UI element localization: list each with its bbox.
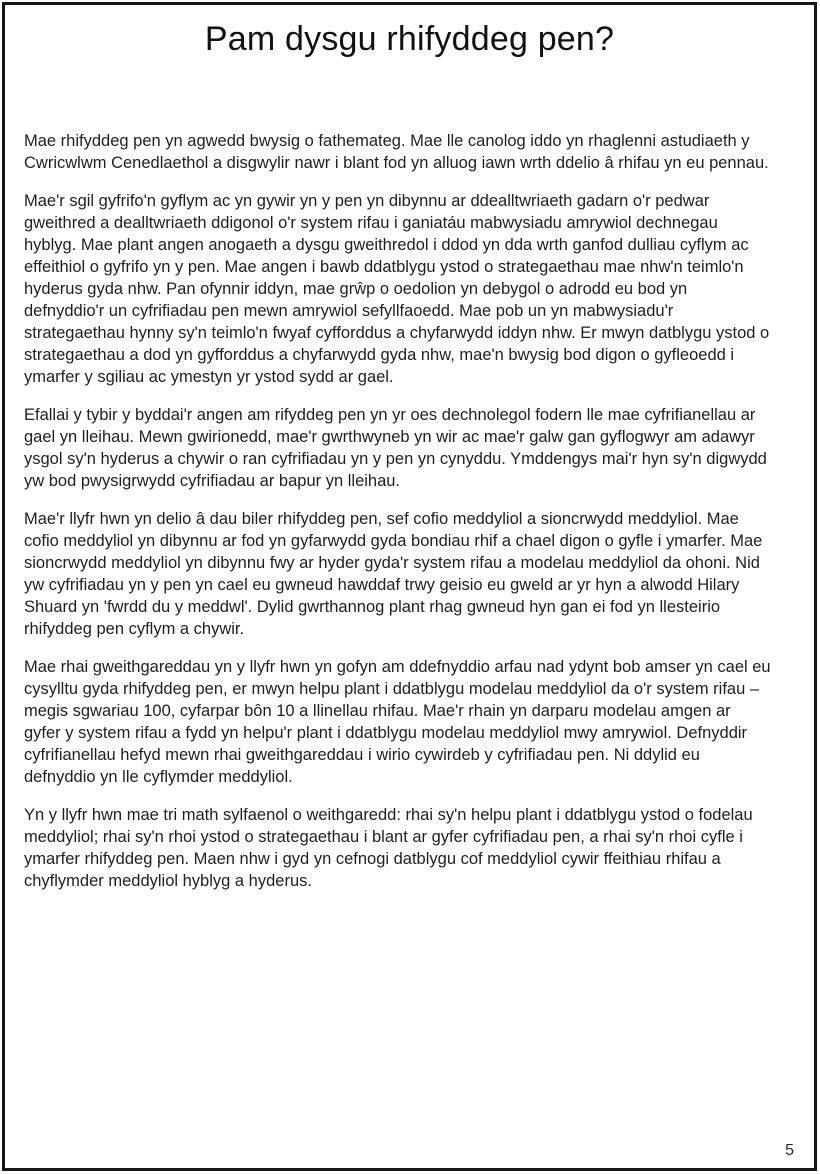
- paragraph-two-pillars: Mae'r llyfr hwn yn delio â dau biler rhifyddeg pen, sef cofio meddyliol a sioncrwydd meddyliol. Mae cofio meddyliol yn dibynnu ar fod yn gyfarwydd gyda bondiau rhif a chael digon o gyfle i ymarfer. Mae sioncrwydd meddyliol yn dibynnu fwy ar hyder gyda'r system rifau a modelau meddyliol da ohoni. Nid yw cyfrifiadau yn y pen yn cael eu gwneud hawddaf trwy geisio eu gweld ar yr hyn a alwodd Hilary Shuard yn 'fwrdd du y meddwl'. Dylid gwrthannog plant rhag gwneud hyn gan ei fod yn llesteirio rhifyddeg pen cyflym a chywir.: [24, 510, 763, 638]
- paragraph-intro: Mae rhifyddeg pen yn agwedd bwysig o fathemateg. Mae lle canolog iddo yn rhaglenni astudiaeth y Cwricwlwm Cenedlaethol a disgwylir nawr i blant fod yn alluog iawn wrth ddelio â rhifau yn eu pennau.: [24, 132, 769, 172]
- page-number: 5: [785, 1142, 794, 1159]
- body-text: [24, 130, 771, 892]
- document-page: [2, 2, 817, 1171]
- paragraph-calculators-demand: Efallai y tybir y byddai'r angen am rifyddeg pen yn yr oes dechnolegol fodern lle mae cyfrifianellau ar gael yn lleihau. Mewn gwirionedd, mae'r gwrthwyneb yn wir ac mae'r galw gan gyflogwyr am adawyr ysgol sy'n hyderus a chywir o ran cyfrifiadau yn y pen yn cynyddu. Ymddengys mai'r hyn sy'n digwydd yw bod pwysigrwydd cyfrifiadau ar bapur yn lleihau.: [24, 406, 767, 490]
- page-title: Pam dysgu rhifyddeg pen?: [204, 20, 615, 58]
- paragraph-tools-models: Mae rhai gweithgareddau yn y llyfr hwn yn gofyn am ddefnyddio arfau nad ydynt bob amser yn cael eu cysylltu gyda rhifyddeg pen, er mwyn helpu plant i ddatblygu modelau meddyliol da o'r system rifau – megis sgwariau 100, cyfarpar bôn 10 a llinellau rhifau. Mae'r rhain yn darparu modelau amgen ar gyfer y system rifau a fydd yn helpu'r plant i ddatblygu modelau meddyliol mwy amrywiol. Defnyddir cyfrifianellau hefyd mewn rhai gweithgareddau i wirio cywirdeb y cyfrifiadau pen. Ni ddylid eu defnyddio yn lle cyflymder meddyliol.: [24, 658, 771, 786]
- paragraph-skills-strategies: Mae'r sgil gyfrifo'n gyflym ac yn gywir yn y pen yn dibynnu ar ddealltwriaeth gadarn o'r pedwar gweithred a dealltwriaeth ddigonol o'r system rifau i ganiatáu mabwysiadu amrywiol dechnegau hyblyg. Mae plant angen anogaeth a dysgu gweithredol i ddod yn dda wrth ganfod dulliau cyflym ac effeithiol o gyfrifo yn y pen. Mae angen i bawb ddatblygu ystod o strategaethau mae nhw'n teimlo'n hyderus gyda nhw. Pan ofynnir iddyn, mae grŵp o oedolion yn debygol o adrodd eu bod yn defnyddio'r un cyfrifiadau pen mewn amrywiol sefyllfaoedd. Mae pob un yn mabwysiadu'r strategaethau hynny sy'n teimlo'n fwyaf cyfforddus a chyfarwydd iddyn nhw. Er mwyn datblygu ystod o strategaethau a dod yn gyfforddus a chyfarwydd gyda nhw, mae'n bwysig bod digon o gyfleoedd i ymarfer y sgiliau ac ymestyn yr ystod sydd ar gael.: [24, 192, 770, 386]
- paragraph-activity-types: Yn y llyfr hwn mae tri math sylfaenol o weithgaredd: rhai sy'n helpu plant i ddatblygu ystod o fodelau meddyliol; rhai sy'n rhoi ystod o strategaethau i blant ar gyfer cyfrifiadau pen, a rhai sy'n rhoi cyfle i ymarfer rhifyddeg pen. Maen nhw i gyd yn cefnogi datblygu cof meddyliol cywir ffeithiau rhifau a chyflymder meddyliol hyblyg a hyderus.: [24, 806, 753, 890]
